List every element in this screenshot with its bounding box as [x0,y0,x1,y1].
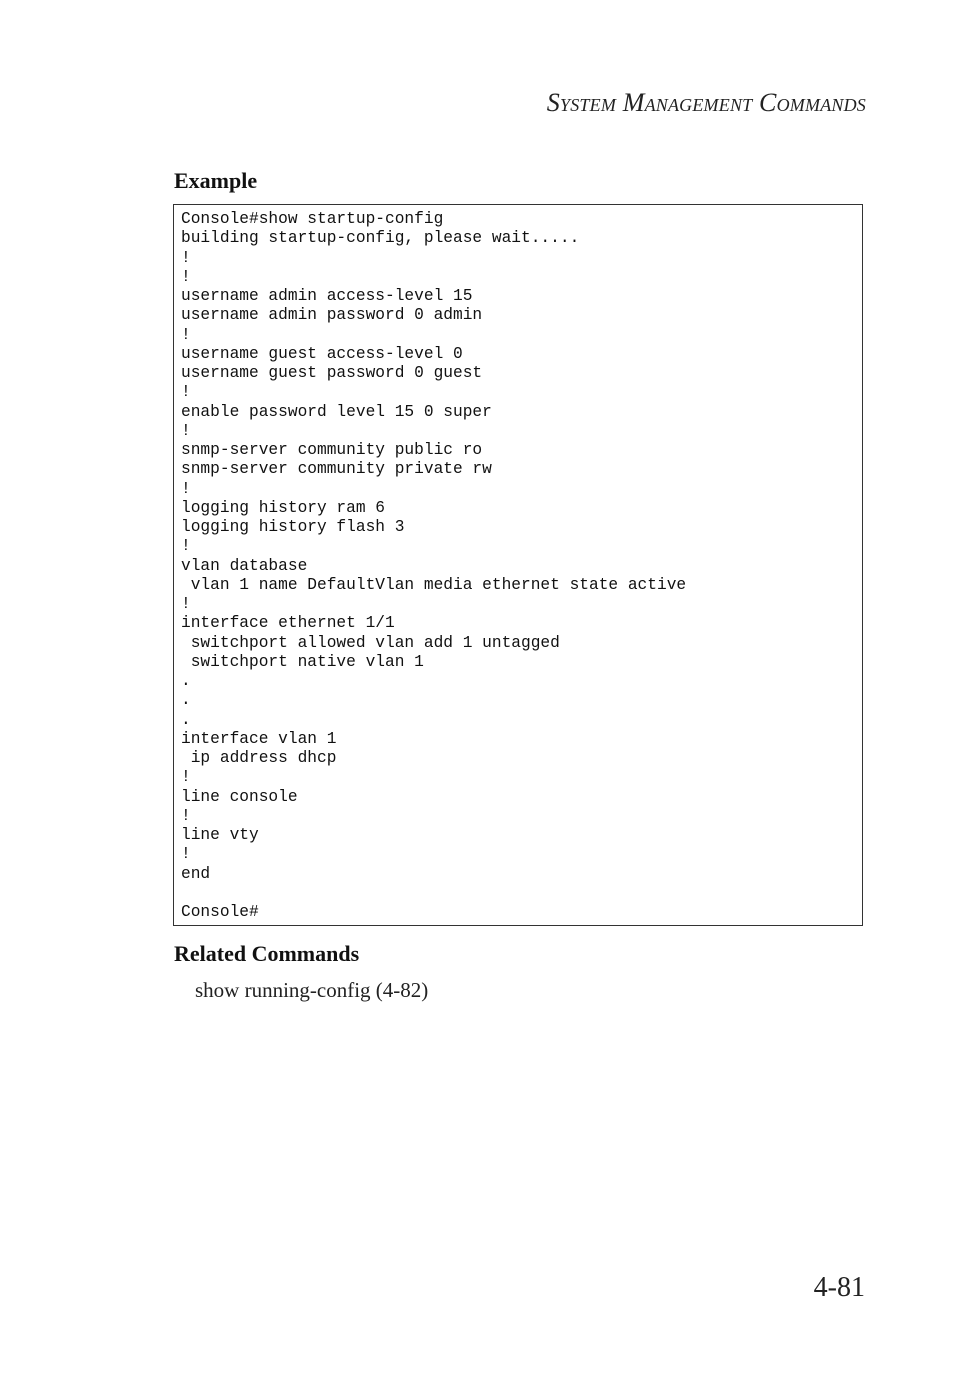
code-example: Console#show startup-config building startup-config, please wait..... ! ! username admin access-level 15 username admin password 0 admin ! username guest access-level 0 username guest password 0 guest ! enable password level 15 0 super ! snmp-server community public ro snmp-server community private rw ! logging history ram 6 logging history flash 3 ! vlan database vlan 1 name DefaultVlan media ethernet state active ! interface ethernet 1/1 switchport allowed vlan add 1 untagged switchport native vlan 1 . . . interface vlan 1 ip address dhcp ! line console ! line vty ! end Console# [181,210,687,921]
example-heading: Example [174,168,258,193]
code-example-box [173,204,863,926]
running-header: System Management Commands [546,88,866,117]
page-number: 4-81 [813,1272,865,1303]
related-command-link[interactable]: show running-config (4-82) [195,978,429,1002]
related-commands-heading: Related Commands [174,941,360,966]
